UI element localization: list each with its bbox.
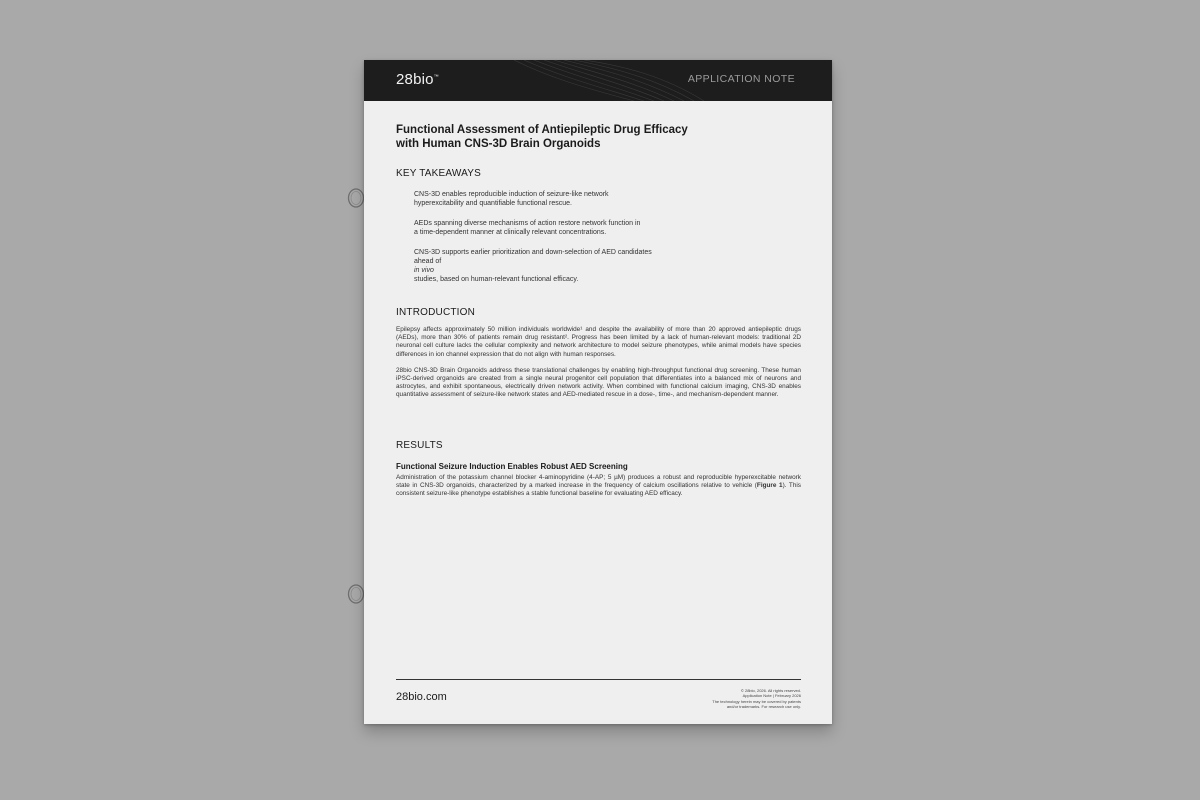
key-takeaways-section (396, 168, 801, 284)
takeaway-text: studies, based on human-relevant functional efficacy. (414, 276, 579, 283)
introduction-paragraph-2: 28bio CNS-3D Brain Organoids address these translational challenges by enabling high-throughput functional drug screening. These human iPSC-derived organoids are created from a single neural progenitor cell population that differentiates into a balanced mix of neurons and astrocytes, and exhibit spontaneous, electrically driven network activity. When combined with functional calcium imaging, CNS-3D enables quantitative assessment of seizure-like network states and AED-mediated rescue in a dose-, time-, and mechanism-dependent manner. (396, 366, 801, 399)
results-text: ). This consistent seizure-like phenotype establishes a stable functional baseline for evaluating AED efficacy. (396, 481, 802, 498)
introduction-section (396, 307, 801, 400)
takeaway-line: CNS-3D supports earlier prioritization and down-selection of AED candidates (414, 249, 652, 256)
takeaway-line: AEDs spanning diverse mechanisms of action restore network function in (414, 220, 641, 227)
takeaway-line: CNS-3D enables reproducible induction of seizure-like network (414, 191, 609, 198)
document-page (364, 60, 832, 724)
takeaway-line (414, 257, 714, 284)
takeaway-line: a time-dependent manner at clinically relevant concentrations. (414, 229, 607, 236)
takeaway-text: ahead of (414, 258, 442, 265)
logo-text: 28bio (396, 71, 434, 88)
page-title (396, 123, 801, 151)
key-takeaways-heading: KEY TAKEAWAYS (396, 168, 482, 179)
takeaway-line: hyperexcitability and quantifiable functional rescue. (414, 200, 572, 207)
legal-line: and/or trademarks. For research use only. (726, 703, 801, 709)
logo-trademark: ™ (433, 74, 439, 80)
results-section (396, 440, 801, 499)
legal-line: Application Note | February 2026 (742, 693, 801, 699)
takeaway-item (414, 190, 714, 208)
takeaway-item (414, 219, 714, 237)
page-content (396, 123, 801, 498)
takeaway-item (414, 248, 714, 284)
introduction-paragraph-1: Epilepsy affects approximately 50 million individuals worldwide¹ and despite the availability of more than 20 approved antiepileptic drugs (AEDs), more than 30% of patients remain drug resistant². Progress has been limited by a lack of human-relevant models: traditional 2D neuronal cell culture lacks the cellular complexity and network architecture to model seizure phenotypes, while animal models have species differences in ion channel expression that do not align with human responses. (396, 326, 801, 358)
legal-line: The technology herein may be covered by patents (712, 698, 801, 704)
title-line-1: Functional Assessment of Antiepileptic Drug Efficacy (396, 124, 688, 136)
title-line-2: with Human CNS-3D Brain Organoids (396, 138, 601, 150)
legal-line: © 28bio, 2026. All rights reserved. (740, 688, 801, 693)
brand-logo (396, 71, 439, 88)
introduction-heading: INTRODUCTION (396, 307, 476, 318)
results-paragraph (396, 474, 801, 499)
legal-notice (661, 688, 801, 709)
results-heading: RESULTS (396, 439, 443, 451)
header-band (364, 60, 832, 101)
figure-reference: Figure 1 (756, 481, 783, 489)
takeaway-italic: in vivo (414, 267, 434, 274)
results-text: Administration of the potassium channel blocker 4-aminopyridine (4-AP; 5 µM) produces a robust and reproducible hyperexcitable network state in CNS-3D organoids, characterized by a marked increase in the frequency of calcium oscillations relative to vehicle ( (396, 473, 801, 489)
website-url: 28bio.com (396, 691, 447, 703)
document-type-label: APPLICATION NOTE (687, 73, 795, 85)
footer-divider (396, 679, 801, 680)
results-subheading: Functional Seizure Induction Enables Robust AED Screening (396, 461, 628, 471)
